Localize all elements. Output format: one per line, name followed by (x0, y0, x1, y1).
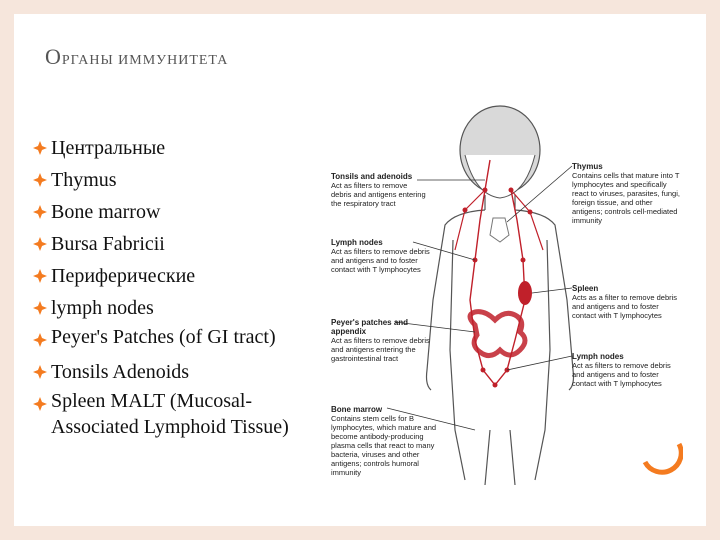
orange-diamond-icon (33, 301, 47, 315)
bullet-item (33, 388, 333, 440)
bullet-text: lymph nodes (51, 297, 154, 319)
bullet-item (33, 260, 333, 292)
bullet-text: Thymus (51, 169, 117, 191)
label-peyers-patches: Peyer's patches and appendix Act as filters to remove debris and antigens entering the gastrointestinal tract (331, 318, 430, 363)
label-thymus: Thymus Contains cells that mature into T lymphocytes and specifically react to viruses, parasites, fungi, foreign tissue, and other antigens; controls cell-mediated immunity (572, 162, 680, 225)
label-bone-marrow: Bone marrow Contains stem cells for B lymphocytes, which mature and become antibody-producing plasma cells that react to many bacteria, viruses and other antigens; controls humoral immunity (331, 405, 437, 477)
orange-diamond-icon (33, 237, 47, 251)
bullet-item (33, 324, 333, 350)
slide-title (45, 44, 228, 70)
bullet-text: Bone marrow (51, 201, 161, 223)
label-lymph-nodes-left: Lymph nodes Act as filters to remove debris and antigens and to foster contact with T lymphocytes (331, 238, 430, 274)
bullet-item (33, 132, 333, 164)
decorative-corner-circle (641, 440, 683, 482)
bullet-list (33, 132, 333, 446)
title-rest: РГАНЫ ИММУНИТЕТА (61, 53, 229, 68)
bullet-item (33, 356, 333, 388)
bullet-text: Tonsils Adenoids (51, 361, 190, 383)
bullet-text: Центральные (51, 137, 166, 159)
bullet-item (33, 292, 333, 324)
label-tonsils: Tonsils and adenoids Act as filters to remove debris and antigens entering the respiratory tract (331, 172, 426, 208)
orange-diamond-icon (33, 141, 47, 155)
bullet-item (33, 164, 333, 196)
bullet-text: Периферические (51, 265, 196, 287)
title-first-letter: О (45, 44, 62, 69)
orange-diamond-icon (33, 205, 47, 219)
label-spleen: Spleen Acts as a filter to remove debris and antigens and to foster contact with T lymphocytes (572, 284, 678, 320)
orange-diamond-icon (33, 333, 47, 347)
orange-diamond-icon (33, 365, 47, 379)
bullet-text: Bursa Fabricii (51, 233, 165, 255)
bullet-text: Spleen MALT (Mucosal-Associated Lymphoid Tissue) (51, 390, 289, 438)
orange-diamond-icon (33, 269, 47, 283)
bullet-text: Peyer's Patches (of GI tract) (51, 326, 276, 348)
bullet-item (33, 228, 333, 260)
orange-diamond-icon (33, 173, 47, 187)
immune-organs-diagram (325, 100, 695, 500)
orange-diamond-icon (33, 397, 47, 411)
label-lymph-nodes-right: Lymph nodes Act as filters to remove debris and antigens and to foster contact with T lymphocytes (572, 352, 671, 388)
bullet-item (33, 196, 333, 228)
